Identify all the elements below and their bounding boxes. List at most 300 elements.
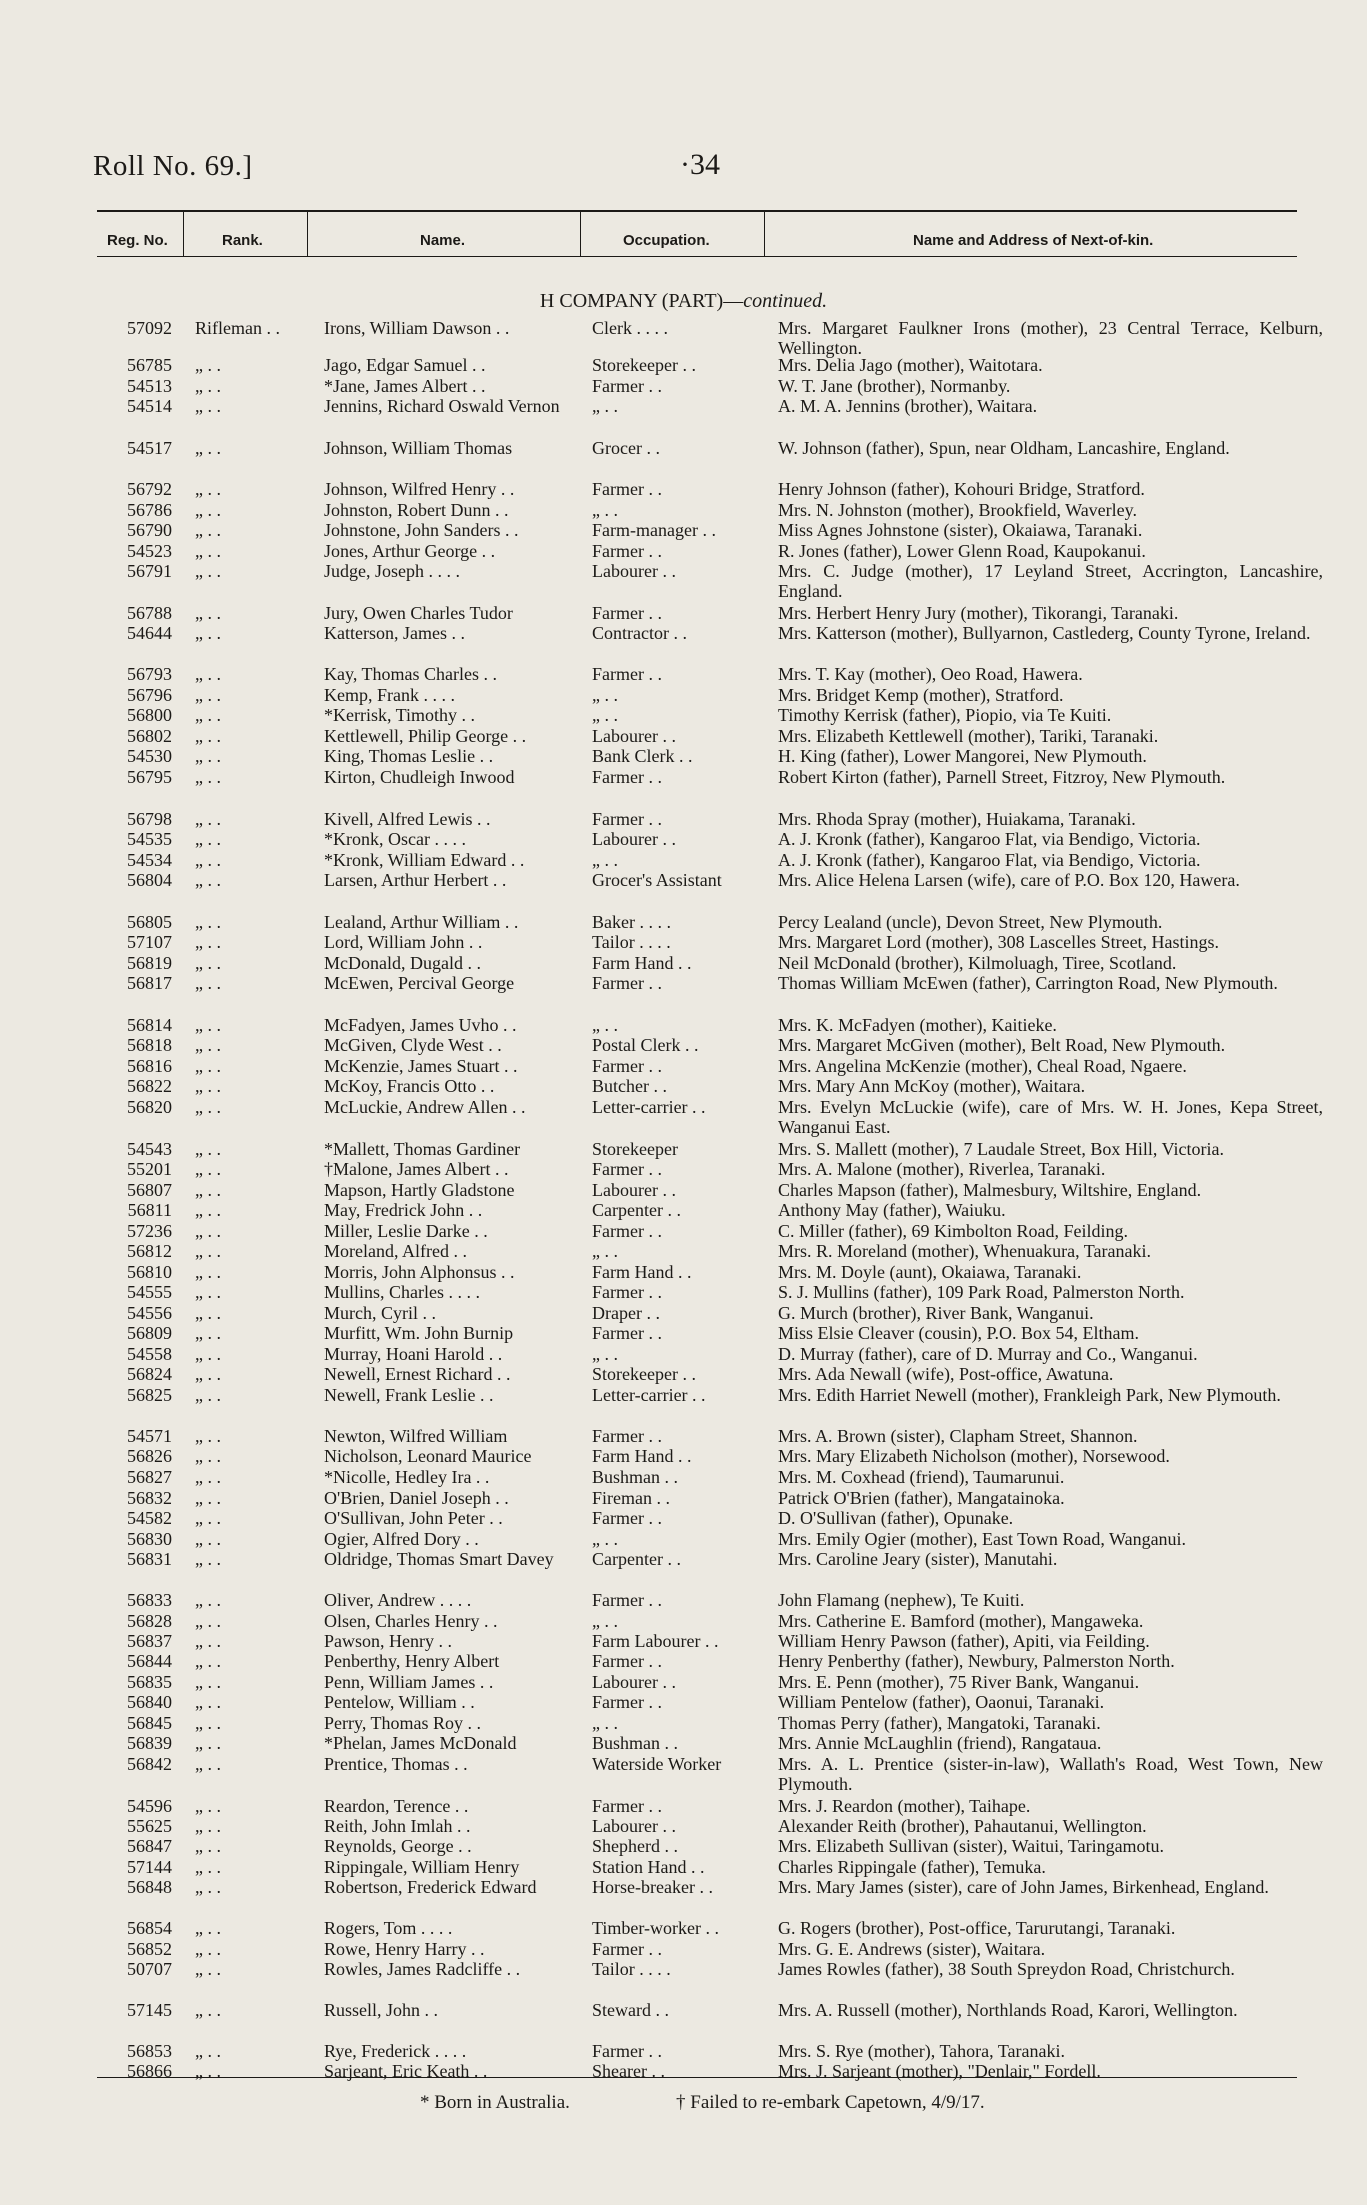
rank: „ . . [195,2041,221,2061]
soldier-name: Lord, William John . . [324,932,483,952]
reg-number: 56812 [127,1241,172,1261]
rank: „ . . [195,1692,221,1712]
occupation: Labourer . . [592,1816,676,1836]
next-of-kin: Mrs. Catherine E. Bamford (mother), Mangaweka. [778,1611,1144,1631]
section-continued: continued. [743,290,828,312]
soldier-name: Rowe, Henry Harry . . [324,1939,485,1959]
rank: „ . . [195,1631,221,1651]
next-of-kin: Mrs. Delia Jago (mother), Waitotara. [778,355,1043,375]
rank: „ . . [195,1611,221,1631]
soldier-name: McKenzie, James Stuart . . [324,1056,518,1076]
reg-number: 56790 [127,520,172,540]
soldier-name: McLuckie, Andrew Allen . . [324,1097,526,1117]
next-of-kin: Mrs. Ada Newall (wife), Post-office, Awatuna. [778,1364,1114,1384]
reg-number: 56798 [127,809,172,829]
soldier-name: Miller, Leslie Darke . . [324,1221,488,1241]
soldier-name: Jones, Arthur George . . [324,541,496,561]
next-of-kin: Mrs. Mary James (sister), care of John James, Birkenhead, England. [778,1877,1269,1897]
occupation: Farmer . . [592,1323,662,1343]
rank: „ . . [195,1385,221,1405]
rank: „ . . [195,912,221,932]
reg-number: 56795 [127,767,172,787]
column-header-rank: Rank. [222,232,263,249]
rank: „ . . [195,1015,221,1035]
soldier-name: Katterson, James . . [324,623,465,643]
rank: Rifleman . . [195,318,280,338]
occupation: „ . . [592,850,618,870]
footer-rule [97,2077,1297,2078]
soldier-name: Newell, Ernest Richard . . [324,1364,511,1384]
next-of-kin: Timothy Kerrisk (father), Piopio, via Te Kuiti. [778,705,1112,725]
occupation: Farm-manager . . [592,520,716,540]
soldier-name: Olsen, Charles Henry . . [324,1611,498,1631]
next-of-kin: Mrs. J. Sarjeant (mother), "Denlair," Fordell. [778,2061,1101,2081]
soldier-name: *Nicolle, Hedley Ira . . [324,1467,490,1487]
rank: „ . . [195,685,221,705]
reg-number: 56792 [127,479,172,499]
reg-number: 56839 [127,1733,172,1753]
soldier-name: Jury, Owen Charles Tudor [324,603,513,623]
rank: „ . . [195,479,221,499]
footnote-born: * Born in Australia. [420,2092,570,2113]
occupation: „ . . [592,1611,618,1631]
next-of-kin: Mrs. J. Reardon (mother), Taihape. [778,1796,1031,1816]
rank: „ . . [195,1651,221,1671]
occupation: Labourer . . [592,829,676,849]
occupation: Farmer . . [592,1692,662,1712]
occupation: Farm Hand . . [592,953,692,973]
rank: „ . . [195,500,221,520]
reg-number: 54514 [127,396,172,416]
reg-number: 56826 [127,1446,172,1466]
occupation: Shepherd . . [592,1836,678,1856]
next-of-kin: Mrs. A. Russell (mother), Northlands Road, Karori, Wellington. [778,2000,1238,2020]
soldier-name: Johnston, Robert Dunn . . [324,500,509,520]
soldier-name: Perry, Thomas Roy . . [324,1713,481,1733]
soldier-name: Rippingale, William Henry [324,1857,520,1877]
reg-number: 54517 [127,438,172,458]
reg-number: 56802 [127,726,172,746]
next-of-kin: Mrs. Margaret McGiven (mother), Belt Road, New Plymouth. [778,1035,1226,1055]
soldier-name: Penn, William James . . [324,1672,494,1692]
reg-number: 57144 [127,1857,172,1877]
next-of-kin: A. J. Kronk (father), Kangaroo Flat, via Bendigo, Victoria. [778,829,1201,849]
header-rule [97,210,1297,212]
rank: „ . . [195,1180,221,1200]
reg-number: 55201 [127,1159,172,1179]
occupation: Farmer . . [592,603,662,623]
rank: „ . . [195,1508,221,1528]
next-of-kin: Mrs. Annie McLaughlin (friend), Rangataua. [778,1733,1102,1753]
next-of-kin: John Flamang (nephew), Te Kuiti. [778,1590,1025,1610]
occupation: Farm Labourer . . [592,1631,719,1651]
reg-number: 54596 [127,1796,172,1816]
soldier-name: Morris, John Alphonsus . . [324,1262,515,1282]
soldier-name: Murray, Hoani Harold . . [324,1344,503,1364]
next-of-kin: Alexander Reith (brother), Pahautanui, Wellington. [778,1816,1147,1836]
rank: „ . . [195,726,221,746]
reg-number: 56845 [127,1713,172,1733]
occupation: Labourer . . [592,561,676,581]
occupation: Postal Clerk . . [592,1035,699,1055]
reg-number: 56844 [127,1651,172,1671]
column-header-kin: Name and Address of Next-of-kin. [913,232,1154,249]
reg-number: 56837 [127,1631,172,1651]
next-of-kin: Anthony May (father), Waiuku. [778,1200,1006,1220]
rank: „ . . [195,1364,221,1384]
reg-number: 56833 [127,1590,172,1610]
reg-number: 56820 [127,1097,172,1117]
occupation: Farmer . . [592,541,662,561]
occupation: Farmer . . [592,1508,662,1528]
soldier-name: McEwen, Percival George [324,973,515,993]
reg-number: 56811 [127,1200,172,1220]
next-of-kin: James Rowles (father), 38 South Spreydon Road, Christchurch. [778,1959,1235,1979]
occupation: Tailor . . . . [592,1959,671,1979]
occupation: Labourer . . [592,726,676,746]
reg-number: 56840 [127,1692,172,1712]
next-of-kin: Mrs. Elizabeth Kettlewell (mother), Tariki, Taranaki. [778,726,1159,746]
next-of-kin: Mrs. A. Malone (mother), Riverlea, Taranaki. [778,1159,1106,1179]
soldier-name: Reith, John Imlah . . [324,1816,471,1836]
next-of-kin: A. J. Kronk (father), Kangaroo Flat, via Bendigo, Victoria. [778,850,1201,870]
next-of-kin: Mrs. N. Johnston (mother), Brookfield, Waverley. [778,500,1137,520]
rank: „ . . [195,850,221,870]
occupation: „ . . [592,1344,618,1364]
rank: „ . . [195,1035,221,1055]
soldier-name: Kay, Thomas Charles . . [324,664,497,684]
reg-number: 54530 [127,746,172,766]
next-of-kin: Mrs. S. Rye (mother), Tahora, Taranaki. [778,2041,1066,2061]
soldier-name: Ogier, Alfred Dory . . [324,1529,479,1549]
reg-number: 54556 [127,1303,172,1323]
next-of-kin: Patrick O'Brien (father), Mangatainoka. [778,1488,1065,1508]
soldier-name: Jago, Edgar Samuel . . [324,355,486,375]
next-of-kin: A. M. A. Jennins (brother), Waitara. [778,396,1038,416]
soldier-name: Kivell, Alfred Lewis . . [324,809,491,829]
rank: „ . . [195,1344,221,1364]
soldier-name: Kettlewell, Philip George . . [324,726,527,746]
soldier-name: Oldridge, Thomas Smart Davey [324,1549,554,1569]
next-of-kin: Henry Johnson (father), Kohouri Bridge, Stratford. [778,479,1145,499]
occupation: Farmer . . [592,376,662,396]
occupation: Farmer . . [592,1651,662,1671]
next-of-kin: G. Murch (brother), River Bank, Wanganui. [778,1303,1094,1323]
rank: „ . . [195,1672,221,1692]
occupation: Tailor . . . . [592,932,671,952]
rank: „ . . [195,1754,221,1774]
next-of-kin: Mrs. M. Coxhead (friend), Taumarunui. [778,1467,1065,1487]
reg-number: 55625 [127,1816,172,1836]
reg-number: 56835 [127,1672,172,1692]
rank: „ . . [195,953,221,973]
reg-number: 54535 [127,829,172,849]
occupation: Baker . . . . [592,912,671,932]
rank: „ . . [195,376,221,396]
soldier-name: McKoy, Francis Otto . . [324,1076,495,1096]
occupation: Storekeeper [592,1139,678,1159]
occupation: Farmer . . [592,2041,662,2061]
rank: „ . . [195,1816,221,1836]
next-of-kin: Neil McDonald (brother), Kilmoluagh, Tiree, Scotland. [778,953,1177,973]
soldier-name: Oliver, Andrew . . . . [324,1590,472,1610]
soldier-name: Reardon, Terence . . [324,1796,469,1816]
rank: „ . . [195,1076,221,1096]
rank: „ . . [195,355,221,375]
soldier-name: *Phelan, James McDonald [324,1733,517,1753]
occupation: Contractor . . [592,623,687,643]
next-of-kin: Mrs. Elizabeth Sullivan (sister), Waitui, Taringamotu. [778,1836,1165,1856]
rank: „ . . [195,1488,221,1508]
occupation: Fireman . . [592,1488,670,1508]
reg-number: 56814 [127,1015,172,1035]
occupation: Steward . . [592,2000,669,2020]
soldier-name: Rye, Frederick . . . . [324,2041,467,2061]
occupation: Carpenter . . [592,1549,681,1569]
rank: „ . . [195,1918,221,1938]
column-header-name: Name. [420,232,466,249]
column-divider [580,212,581,256]
reg-number: 56786 [127,500,172,520]
next-of-kin: W. Johnson (father), Spun, near Oldham, Lancashire, England. [778,438,1230,458]
rank: „ . . [195,1529,221,1549]
occupation: Farmer . . [592,1426,662,1446]
rank: „ . . [195,1282,221,1302]
reg-number: 56785 [127,355,172,375]
reg-number: 54558 [127,1344,172,1364]
reg-number: 56842 [127,1754,172,1774]
rank: „ . . [195,1159,221,1179]
occupation: „ . . [592,1015,618,1035]
next-of-kin: Mrs. Margaret Lord (mother), 308 Lascelles Street, Hastings. [778,932,1220,952]
soldier-name: *Kronk, Oscar . . . . [324,829,466,849]
rank: „ . . [195,1877,221,1897]
column-divider [307,212,308,256]
soldier-name: Mullins, Charles . . . . [324,1282,480,1302]
soldier-name: Penberthy, Henry Albert [324,1651,500,1671]
rank: „ . . [195,973,221,993]
next-of-kin: Mrs. Mary Elizabeth Nicholson (mother), Norsewood. [778,1446,1170,1466]
next-of-kin: Mrs. Katterson (mother), Bullyarnon, Castlederg, County Tyrone, Ireland. [778,623,1311,643]
soldier-name: Johnson, William Thomas [324,438,513,458]
rank: „ . . [195,1139,221,1159]
next-of-kin: Mrs. Caroline Jeary (sister), Manutahi. [778,1549,1058,1569]
reg-number: 56817 [127,973,172,993]
column-divider [764,212,765,256]
rank: „ . . [195,1549,221,1569]
soldier-name: *Kronk, William Edward . . [324,850,525,870]
rank: „ . . [195,1939,221,1959]
section-heading [0,290,1367,313]
occupation: Clerk . . . . [592,318,668,338]
next-of-kin: Mrs. Margaret Faulkner Irons (mother), 23 Central Terrace, Kelburn, Wellington. [778,318,1323,358]
next-of-kin: Henry Penberthy (father), Newbury, Palmerston North. [778,1651,1175,1671]
occupation: Farmer . . [592,1282,662,1302]
soldier-name: May, Fredrick John . . [324,1200,483,1220]
rank: „ . . [195,438,221,458]
reg-number: 54523 [127,541,172,561]
roll-number: Roll No. 69.] [93,150,253,182]
next-of-kin: Mrs. G. E. Andrews (sister), Waitara. [778,1939,1046,1959]
occupation: Farmer . . [592,1796,662,1816]
occupation: Letter-carrier . . [592,1385,706,1405]
soldier-name: Prentice, Thomas . . [324,1754,468,1774]
reg-number: 56847 [127,1836,172,1856]
rank: „ . . [195,1221,221,1241]
rank: „ . . [195,809,221,829]
soldier-name: *Mallett, Thomas Gardiner [324,1139,521,1159]
occupation: „ . . [592,396,618,416]
soldier-name: Nicholson, Leonard Maurice [324,1446,532,1466]
reg-number: 56828 [127,1611,172,1631]
rank: „ . . [195,1733,221,1753]
reg-number: 56832 [127,1488,172,1508]
reg-number: 57107 [127,932,172,952]
soldier-name: Pentelow, William . . [324,1692,475,1712]
rank: „ . . [195,1262,221,1282]
reg-number: 56793 [127,664,172,684]
reg-number: 56805 [127,912,172,932]
next-of-kin: G. Rogers (brother), Post-office, Tarurutangi, Taranaki. [778,1918,1176,1938]
next-of-kin: Mrs. Angelina McKenzie (mother), Cheal Road, Ngaere. [778,1056,1187,1076]
occupation: „ . . [592,705,618,725]
occupation: Bushman . . [592,1733,679,1753]
rank: „ . . [195,664,221,684]
next-of-kin: Mrs. Bridget Kemp (mother), Stratford. [778,685,1064,705]
page-number: ·34 [680,148,720,181]
rank: „ . . [195,1796,221,1816]
reg-number: 56809 [127,1323,172,1343]
next-of-kin: Percy Lealand (uncle), Devon Street, New Plymouth. [778,912,1163,932]
rank: „ . . [195,1323,221,1343]
rank: „ . . [195,1836,221,1856]
reg-number: 56852 [127,1939,172,1959]
rank: „ . . [195,1857,221,1877]
next-of-kin: Mrs. T. Kay (mother), Oeo Road, Hawera. [778,664,1083,684]
occupation: Farmer . . [592,1221,662,1241]
soldier-name: Judge, Joseph . . . . [324,561,460,581]
next-of-kin: Mrs. Alice Helena Larsen (wife), care of P.O. Box 120, Hawera. [778,870,1240,890]
soldier-name: Jennins, Richard Oswald Vernon [324,396,560,416]
next-of-kin: S. J. Mullins (father), 109 Park Road, Palmerston North. [778,1282,1185,1302]
occupation: Horse-breaker . . [592,1877,713,1897]
rank: „ . . [195,1467,221,1487]
soldier-name: †Malone, James Albert . . [324,1159,509,1179]
occupation: Draper . . [592,1303,660,1323]
next-of-kin: Mrs. R. Moreland (mother), Whenuakura, Taranaki. [778,1241,1151,1261]
reg-number: 54644 [127,623,172,643]
reg-number: 57145 [127,2000,172,2020]
occupation: Farmer . . [592,479,662,499]
occupation: Farmer . . [592,809,662,829]
reg-number: 57092 [127,318,172,338]
next-of-kin: William Pentelow (father), Oaonui, Taranaki. [778,1692,1105,1712]
soldier-name: Irons, William Dawson . . [324,318,510,338]
reg-number: 56804 [127,870,172,890]
column-header-rule [97,256,1297,257]
reg-number: 56819 [127,953,172,973]
reg-number: 56824 [127,1364,172,1384]
occupation: Grocer's Assistant [592,870,722,890]
reg-number: 56822 [127,1076,172,1096]
rank: „ . . [195,1446,221,1466]
next-of-kin: Charles Mapson (father), Malmesbury, Wiltshire, England. [778,1180,1202,1200]
soldier-name: Robertson, Frederick Edward [324,1877,537,1897]
occupation: Farmer . . [592,973,662,993]
soldier-name: Johnson, Wilfred Henry . . [324,479,515,499]
occupation: Labourer . . [592,1672,676,1692]
column-header-reg: Reg. No. [107,232,168,249]
reg-number: 54513 [127,376,172,396]
occupation: Butcher . . [592,1076,667,1096]
next-of-kin: Mrs. A. L. Prentice (sister-in-law), Wallath's Road, West Town, New Plymouth. [778,1754,1323,1794]
rank: „ . . [195,541,221,561]
rank: „ . . [195,767,221,787]
reg-number: 54571 [127,1426,172,1446]
occupation: Waterside Worker [592,1754,722,1774]
rank: „ . . [195,1959,221,1979]
occupation: „ . . [592,1713,618,1733]
reg-number: 57236 [127,1221,172,1241]
rank: „ . . [195,561,221,581]
soldier-name: King, Thomas Leslie . . [324,746,494,766]
rank: „ . . [195,705,221,725]
occupation: Storekeeper . . [592,355,696,375]
next-of-kin: Mrs. K. McFadyen (mother), Kaitieke. [778,1015,1057,1035]
soldier-name: Moreland, Alfred . . [324,1241,467,1261]
next-of-kin: Mrs. M. Doyle (aunt), Okaiawa, Taranaki. [778,1262,1082,1282]
next-of-kin: Miss Agnes Johnstone (sister), Okaiawa, Taranaki. [778,520,1143,540]
soldier-name: Murch, Cyril . . [324,1303,436,1323]
rank: „ . . [195,870,221,890]
reg-number: 56853 [127,2041,172,2061]
next-of-kin: Mrs. Edith Harriet Newell (mother), Frankleigh Park, New Plymouth. [778,1385,1281,1405]
soldier-name: *Kerrisk, Timothy . . [324,705,476,725]
soldier-name: McDonald, Dugald . . [324,953,481,973]
soldier-name: Murfitt, Wm. John Burnip [324,1323,514,1343]
occupation: Farmer . . [592,664,662,684]
soldier-name: Mapson, Hartly Gladstone [324,1180,515,1200]
soldier-name: Johnstone, John Sanders . . [324,520,519,540]
soldier-name: Russell, John . . [324,2000,439,2020]
occupation: Letter-carrier . . [592,1097,706,1117]
rank: „ . . [195,829,221,849]
soldier-name: O'Brien, Daniel Joseph . . [324,1488,509,1508]
rank: „ . . [195,1056,221,1076]
reg-number: 56818 [127,1035,172,1055]
reg-number: 54582 [127,1508,172,1528]
reg-number: 56854 [127,1918,172,1938]
occupation: Farm Hand . . [592,1446,692,1466]
rank: „ . . [195,1590,221,1610]
next-of-kin: Charles Rippingale (father), Temuka. [778,1857,1046,1877]
rank: „ . . [195,603,221,623]
rank: „ . . [195,2000,221,2020]
rank: „ . . [195,932,221,952]
rank: „ . . [195,623,221,643]
reg-number: 56825 [127,1385,172,1405]
soldier-name: Reynolds, George . . [324,1836,472,1856]
next-of-kin: D. Murray (father), care of D. Murray and Co., Wanganui. [778,1344,1198,1364]
occupation: Timber-worker . . [592,1918,719,1938]
soldier-name: Newton, Wilfred William [324,1426,508,1446]
occupation: Farmer . . [592,1939,662,1959]
reg-number: 56807 [127,1180,172,1200]
rank: „ . . [195,1200,221,1220]
occupation: Farmer . . [592,1159,662,1179]
footnote-failed: † Failed to re-embark Capetown, 4/9/17. [676,2092,985,2113]
reg-number: 56848 [127,1877,172,1897]
